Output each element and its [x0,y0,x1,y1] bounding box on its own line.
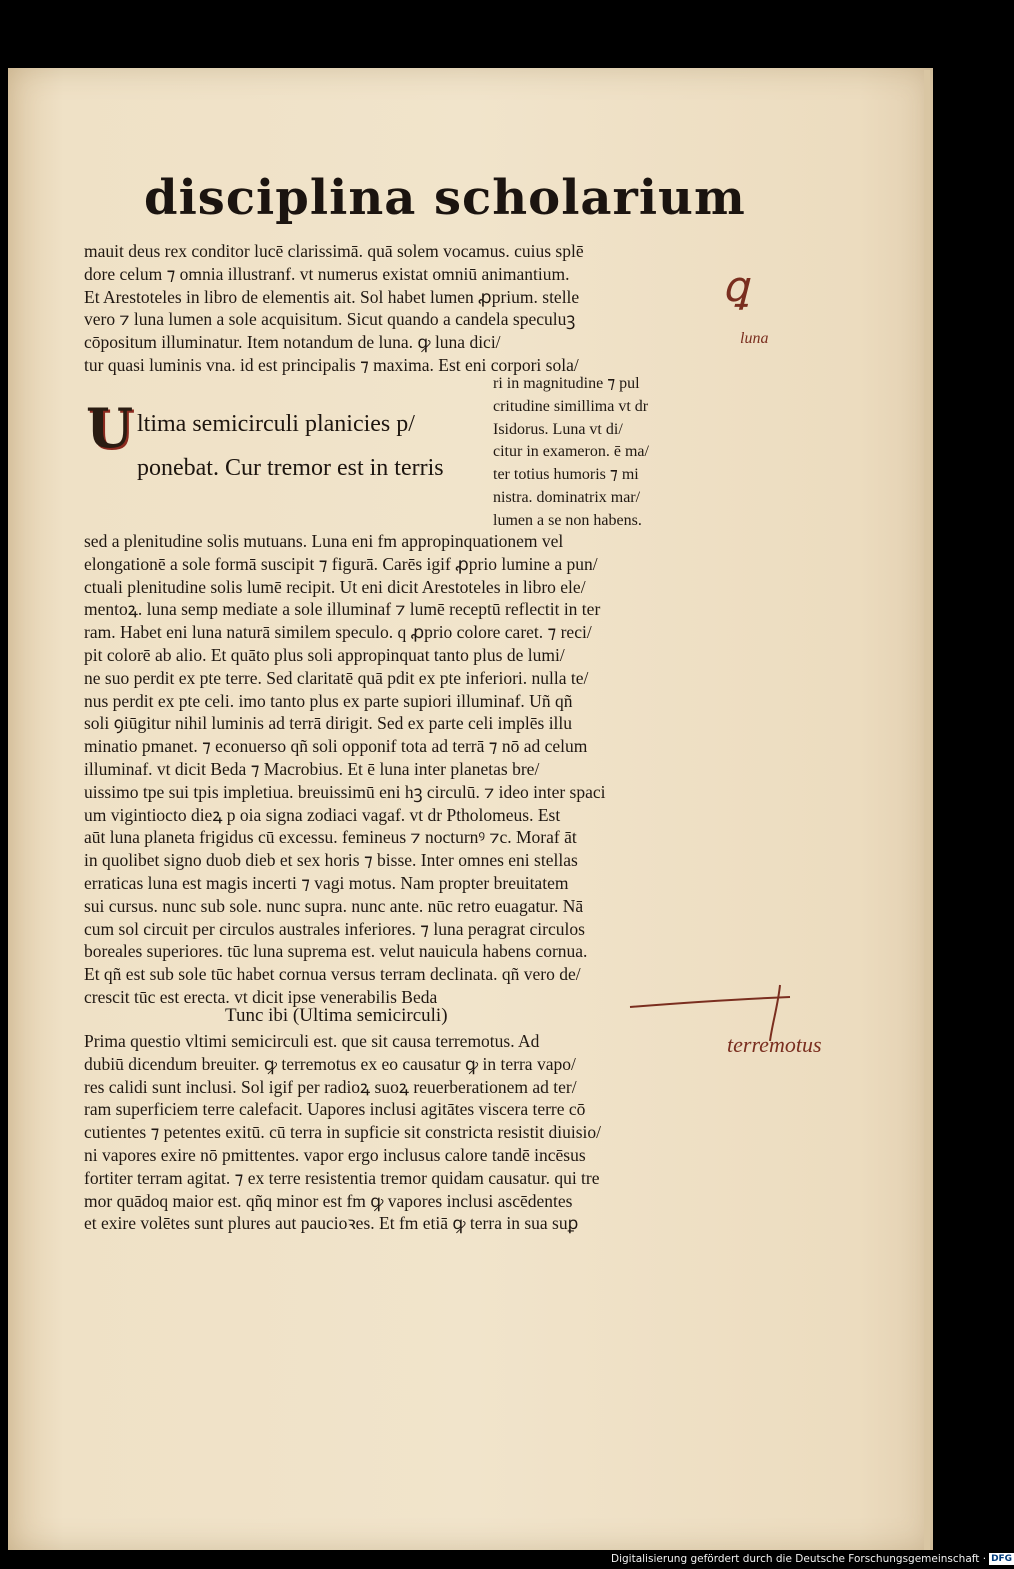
text-line: um vigintiocto dieꝝ p oia signa zodiaci vagaf. vt dr Ptholomeus. Est [84,804,561,825]
text-line: ne suo perdit ex pte terre. Sed claritatē quā pdit ex pte inferiori. nulla te/ [84,667,589,688]
text-line: elongationē a sole formā suscipit ⁊ figurā. Carēs igif ꝓprio lumine a pun/ [84,553,598,574]
text-line: cutientes ⁊ petentes exitū. cū terra in supficie sit constricta resistit diuisio/ [84,1122,602,1143]
text-line: vero ⁊ luna lumen a sole acquisitum. Sicut quando a candela speculuꝫ [84,309,576,330]
text-line: nistra. dominatrix mar/ [493,488,641,506]
text-line: res calidi sunt inclusi. Sol igif per radioꝝ suoꝝ reuerberationem ad ter/ [84,1076,577,1097]
text-line: Et qñ est sub sole tūc habet cornua versus terram declinata. qñ vero de/ [84,964,581,985]
text-line: soli ꝯiūgitur nihil luminis ad terrā dirigit. Sed ex parte celi implēs illu [84,713,573,734]
page-title: disciplina scholarium [144,170,746,226]
text-line: uissimo tpe sui tpis impletiua. breuissimū eni hꝫ circulū. ⁊ ideo inter spaci [84,781,606,802]
section-subheading: Tunc ibi (Ultima semicirculi) [225,1005,448,1026]
text-line: cōpositum illuminatur. Item notandum de luna. ꝙ luna dici/ [84,332,501,353]
text-line: erraticas luna est magis incerti ⁊ vagi motus. Nam propter breuitatem [84,872,569,893]
page-edge [924,70,930,1550]
chapter-line: ponebat. Cur tremor est in terris [137,455,444,481]
text-line: Isidorus. Luna vt di/ [493,420,623,438]
marginal-note-terremotus: terremotus [727,1032,822,1057]
text-line: minatio pmanet. ⁊ econuerso qñ soli opponif tota ad terrā ⁊ nō ad celum [84,736,588,757]
text-line: in quolibet signo duob dieb et sex horis ⁊ bisse. Inter omnes eni stellas [84,850,578,871]
text-line: critudine simillima vt dr [493,397,649,415]
chapter-heading [137,402,477,490]
marginal-note-luna: luna [740,330,769,347]
text-line: Prima questio vltimi semicirculi est. que sit causa terremotus. Ad [84,1031,540,1051]
text-line: ram superficiem terre calefacit. Uapores inclusi agitātes viscera terre cō [84,1099,586,1120]
text-block-terremotus [84,1030,714,1235]
text-line: pit colorē ab alio. Et quāto plus soli appropinquat tanto plus de lumi/ [84,644,565,665]
text-line: ctuali plenitudine solis lumē recipit. Ut eni dicit Arestoteles in libro ele/ [84,576,586,597]
text-block-luna [84,530,714,1009]
text-line: illuminaf. vt dicit Beda ⁊ Macrobius. Et ē luna inter planetas bre/ [84,758,540,779]
text-line: ram. Habet eni luna naturā similem speculo. q ꝓprio colore caret. ⁊ reci/ [84,622,592,643]
text-line: crescit tūc est erecta. vt dicit ipse venerabilis Beda [84,986,438,1007]
text-line: sui cursus. nunc sub sole. nunc supra. nunc ante. nūc retro euagatur. Nā [84,895,584,916]
text-line: fortiter terram agitat. ⁊ ex terre resistentia tremor quidam causatur. qui tre [84,1167,600,1188]
text-line: nus perdit ex pte celi. imo tanto plus ex parte supiori illuminaf. Uñ qñ [84,690,573,711]
text-line: dore celum ⁊ omnia illustranf. vt numerus existat omniū animantium. [84,263,570,284]
text-line: boreales superiores. tūc luna suprema est. velut nauicula habens cornua. [84,941,588,962]
text-line: et exire volētes sunt plures aut paucioꝛes. Et fm etiā ꝙ terra in sua suꝑ [84,1213,579,1234]
text-line: ni vapores exire nō pmittentes. vapor ergo inclusus calore tandē incēsus [84,1144,586,1165]
text-line: citur in exameron. ē ma/ [493,443,649,461]
dfg-logo: DFG [991,1554,1013,1564]
text-block-side-column [493,373,708,533]
text-line: Et Arestoteles in libro de elementis ait. Sol habet lumen ꝓprium. stelle [84,286,580,307]
chapter-line: ltima semicirculi planicies p/ [137,411,415,437]
text-line: sed a plenitudine solis mutuans. Luna eni fm appropinquationem vel [84,531,564,551]
marginal-pen-stroke [620,985,920,1045]
text-line: dubiū dicendum breuiter. ꝙ terremotus ex eo causatur ꝙ in terra vapo/ [84,1053,576,1074]
text-line: cum sol circuit per circulos australes inferiores. ⁊ luna peragrat circulos [84,918,585,939]
text-line: ter totius humoris ⁊ mi [493,466,639,484]
text-line: ri in magnitudine ⁊ pul [493,375,640,392]
decorated-initial: U [86,396,134,460]
text-line: tur quasi luminis vna. id est principalis ⁊ maxima. Est eni corpori sola/ [84,354,579,375]
text-line: mauit deus rex conditor lucē clarissimā. quā solem vocamus. cuius splē [84,241,584,261]
text-line: mor quādoq maior est. qñq minor est fm ꝙ vapores inclusi ascēdentes [84,1190,573,1211]
footer-text: Digitalisierung gefördert durch die Deutsche Forschungsgemeinschaft · [611,1553,987,1565]
text-block-intro [84,240,714,377]
text-line: aūt luna planeta frigidus cū excessu. femineus ⁊ nocturnꝰ ⁊c. Moraf āt [84,827,577,848]
footer-credit [611,1550,1013,1569]
text-line: mentoꝝ. luna semp mediate a sole illuminaf ⁊ lumē receptū reflectit in ter [84,599,601,620]
marginal-note-q: ꝗ [722,265,749,311]
text-line: lumen a se non habens. [493,511,642,529]
